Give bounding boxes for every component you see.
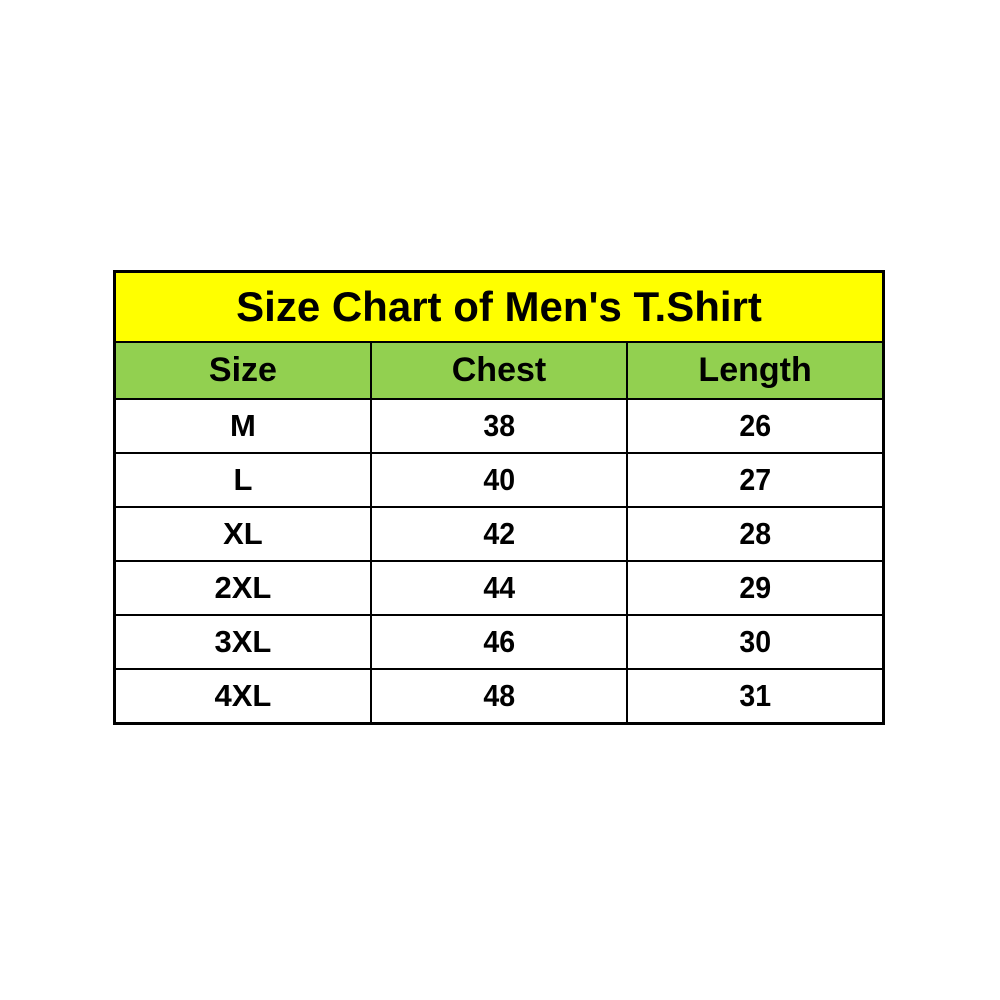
table-row bbox=[115, 399, 884, 453]
chest-value: 38 bbox=[483, 408, 515, 443]
chest-cell bbox=[371, 399, 627, 453]
size-cell: 3XL bbox=[115, 615, 371, 669]
table-row bbox=[115, 507, 884, 561]
chest-value: 40 bbox=[483, 462, 515, 497]
chest-cell bbox=[371, 453, 627, 507]
chest-value: 48 bbox=[483, 678, 515, 713]
chest-value: 46 bbox=[483, 624, 515, 659]
chest-value: 44 bbox=[483, 570, 515, 605]
size-chart-table bbox=[113, 270, 885, 725]
length-value: 31 bbox=[739, 678, 771, 713]
table-row bbox=[115, 453, 884, 507]
length-value: 27 bbox=[739, 462, 771, 497]
size-cell: 4XL bbox=[115, 669, 371, 724]
column-header-size: Size bbox=[115, 342, 371, 399]
table-title-row bbox=[115, 272, 884, 343]
length-value: 29 bbox=[739, 570, 771, 605]
chest-value: 42 bbox=[483, 516, 515, 551]
size-cell: XL bbox=[115, 507, 371, 561]
table-row bbox=[115, 615, 884, 669]
table-title: Size Chart of Men's T.Shirt bbox=[115, 272, 884, 343]
chest-cell bbox=[371, 669, 627, 724]
table-row bbox=[115, 669, 884, 724]
column-header-length: Length bbox=[627, 342, 883, 399]
length-cell bbox=[627, 507, 883, 561]
table-header-row bbox=[115, 342, 884, 399]
length-cell bbox=[627, 669, 883, 724]
length-cell bbox=[627, 453, 883, 507]
length-cell bbox=[627, 399, 883, 453]
chest-cell bbox=[371, 507, 627, 561]
length-value: 30 bbox=[739, 624, 771, 659]
chest-cell bbox=[371, 561, 627, 615]
size-cell: L bbox=[115, 453, 371, 507]
chest-cell bbox=[371, 615, 627, 669]
length-value: 26 bbox=[739, 408, 771, 443]
length-cell bbox=[627, 561, 883, 615]
size-cell: 2XL bbox=[115, 561, 371, 615]
column-header-chest: Chest bbox=[371, 342, 627, 399]
table-row bbox=[115, 561, 884, 615]
size-cell: M bbox=[115, 399, 371, 453]
length-cell bbox=[627, 615, 883, 669]
length-value: 28 bbox=[739, 516, 771, 551]
